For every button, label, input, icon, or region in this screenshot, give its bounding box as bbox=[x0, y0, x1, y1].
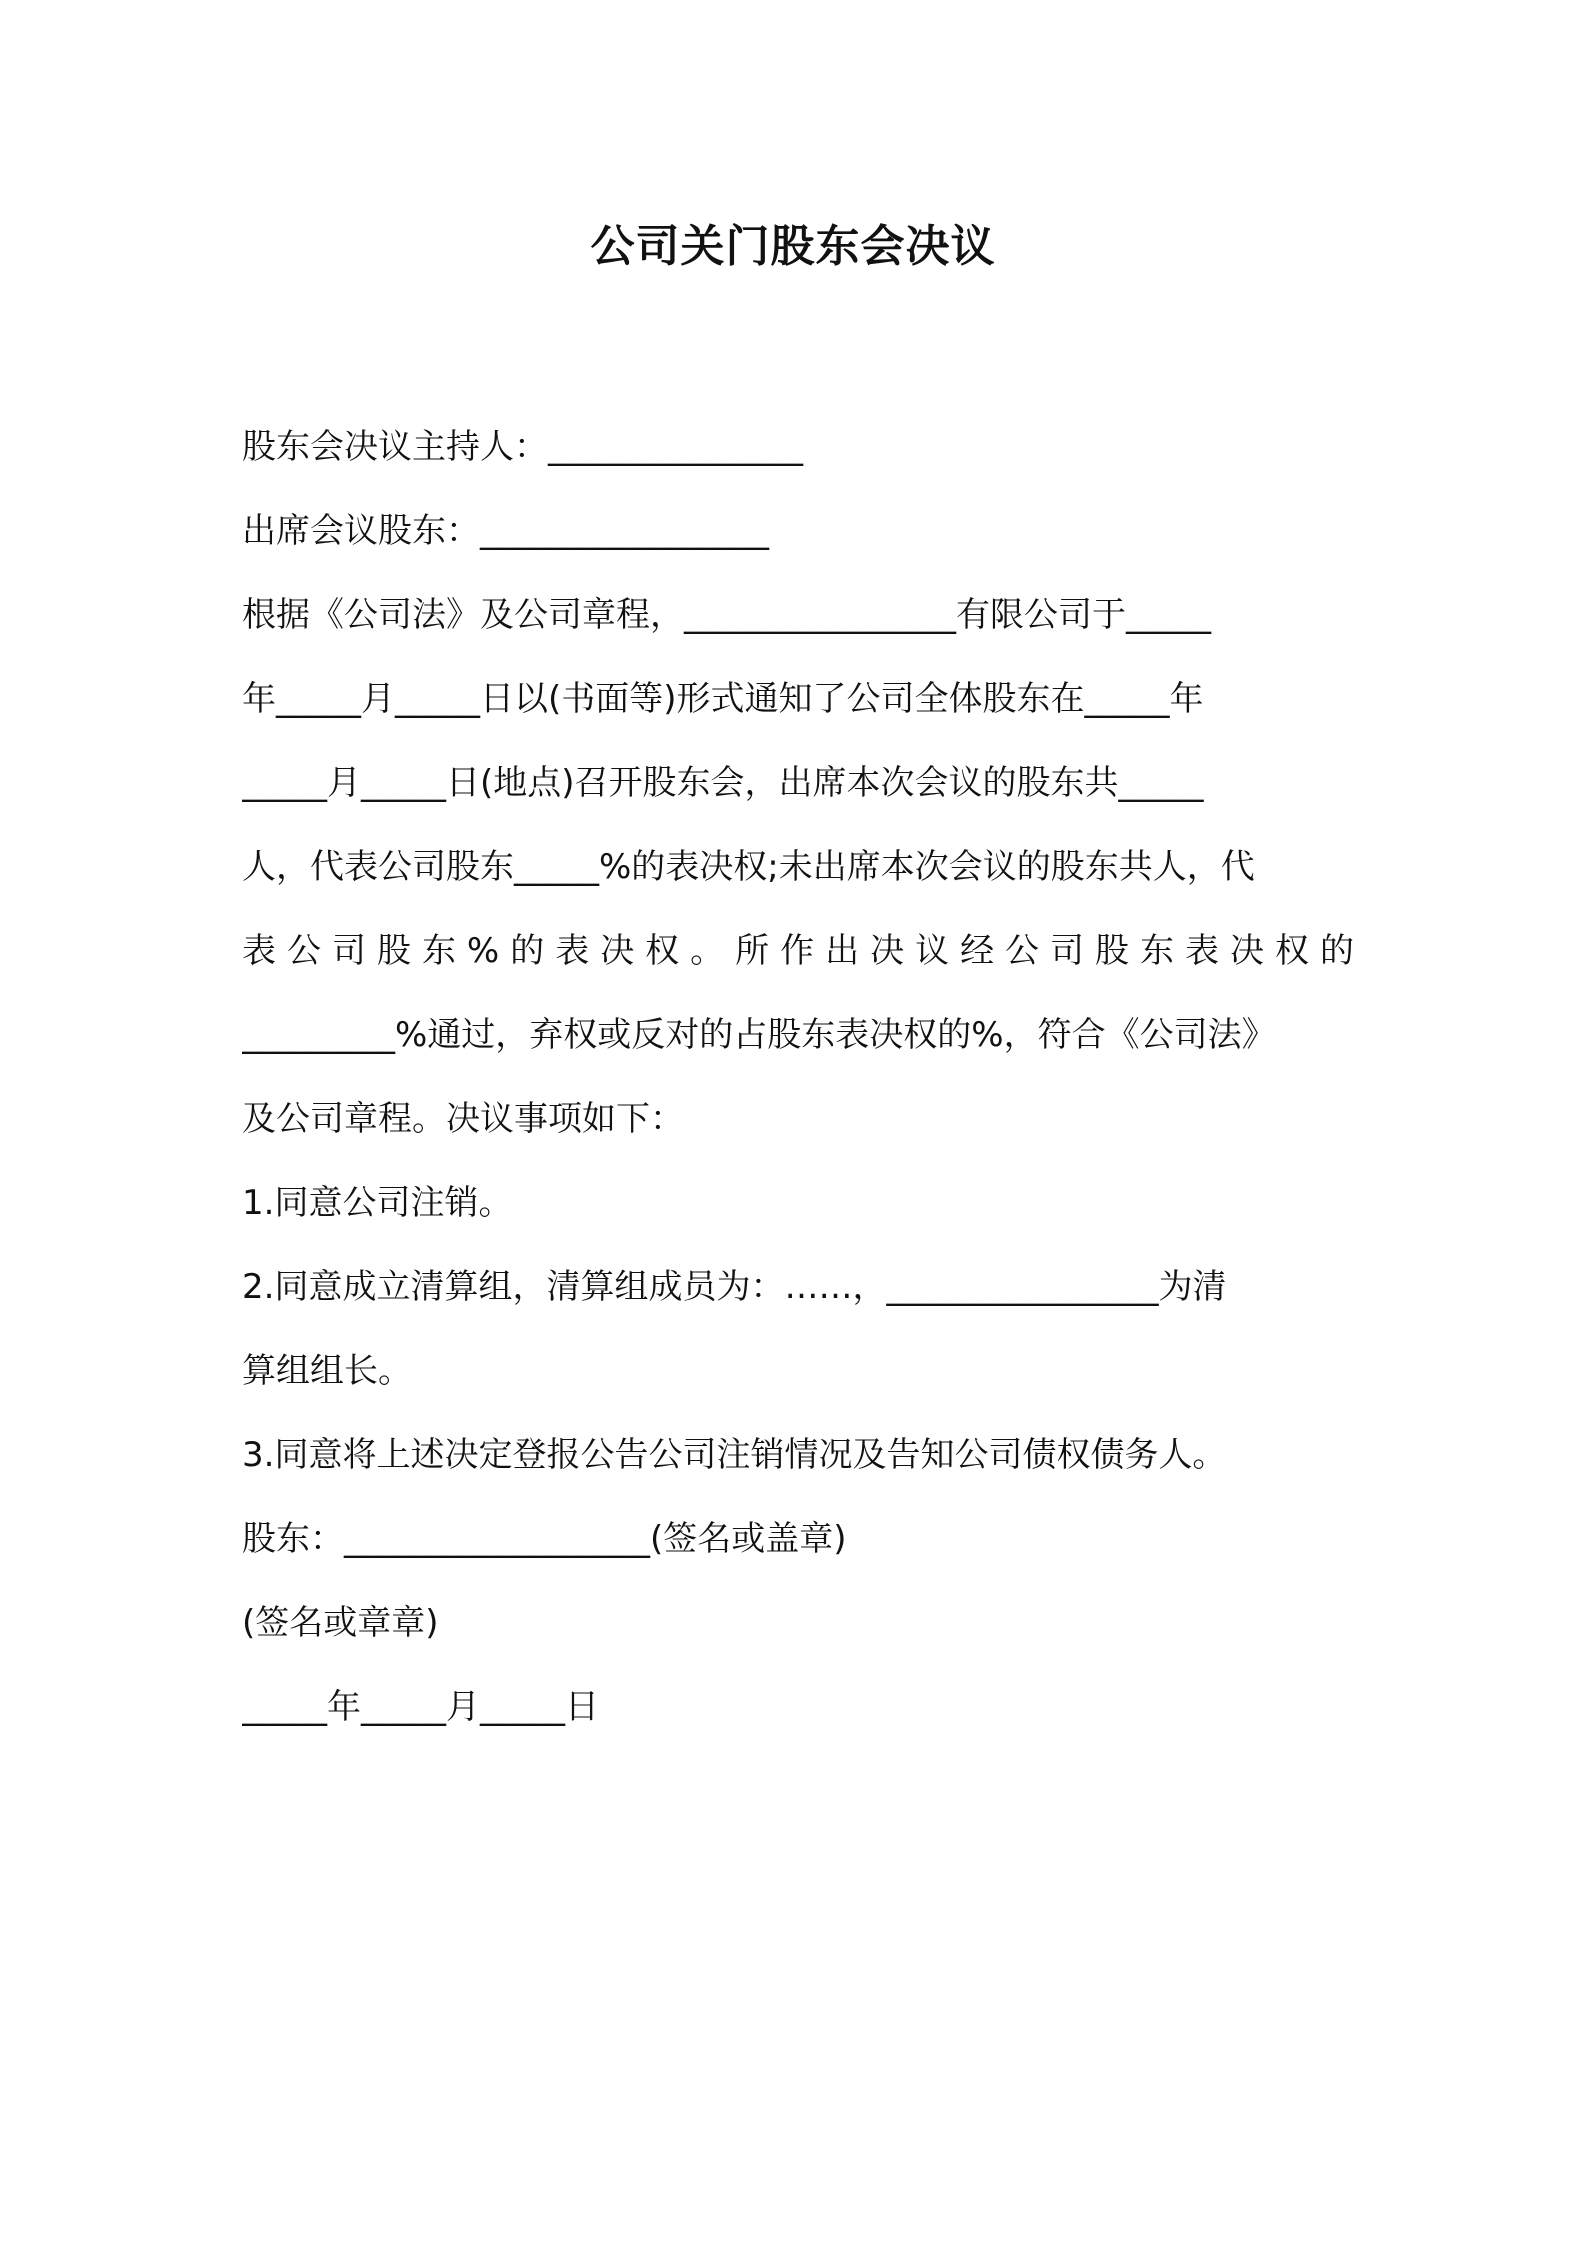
line-signature-note: (签名或章章) bbox=[242, 1603, 439, 1643]
justified-char: 公 bbox=[1005, 931, 1040, 971]
justified-char: 作 bbox=[780, 931, 815, 971]
justified-char: 决 bbox=[870, 931, 905, 971]
justified-char: 的 bbox=[510, 931, 545, 971]
justified-char: 东 bbox=[421, 931, 456, 971]
line-basis: 根据《公司法》及公司章程，________________有限公司于_____ bbox=[242, 595, 1211, 635]
justified-char: 公 bbox=[286, 931, 321, 971]
line-shareholder-signature: 股东：__________________(签名或盖章) bbox=[242, 1519, 847, 1559]
line-resolution-votes bbox=[242, 909, 1354, 993]
justified-char: 。 bbox=[690, 931, 725, 971]
line-attending-shareholders: 出席会议股东：_________________ bbox=[242, 511, 769, 551]
document-body bbox=[242, 405, 1354, 1749]
justified-char: 表 bbox=[1184, 931, 1219, 971]
justified-char: 司 bbox=[1050, 931, 1085, 971]
justified-char: 出 bbox=[825, 931, 860, 971]
justified-char: 的 bbox=[1319, 931, 1354, 971]
justified-char: 司 bbox=[331, 931, 366, 971]
line-item-3: 3.同意将上述决定登报公告公司注销情况及告知公司债权债务人。 bbox=[242, 1435, 1227, 1475]
justified-char: 权 bbox=[1274, 931, 1309, 971]
justified-char: % bbox=[466, 931, 500, 971]
line-item-1: 1.同意公司注销。 bbox=[242, 1183, 513, 1223]
justified-char: 表 bbox=[555, 931, 590, 971]
justified-char: 议 bbox=[915, 931, 950, 971]
justified-char: 股 bbox=[376, 931, 411, 971]
line-host: 股东会决议主持人：_______________ bbox=[242, 427, 803, 467]
document-title: 公司关门股东会决议 bbox=[590, 221, 996, 272]
justified-char: 决 bbox=[600, 931, 635, 971]
justified-char: 决 bbox=[1229, 931, 1264, 971]
justified-char: 东 bbox=[1140, 931, 1174, 971]
line-meeting-place: _____月_____日(地点)召开股东会，出席本次会议的股东共_____ bbox=[242, 763, 1204, 803]
justified-char: 经 bbox=[960, 931, 995, 971]
justified-char: 所 bbox=[735, 931, 770, 971]
line-matters-intro: 及公司章程。决议事项如下： bbox=[242, 1099, 684, 1139]
line-item-2: 2.同意成立清算组，清算组成员为：……，________________为清 bbox=[242, 1267, 1227, 1307]
line-notice-date: 年_____月_____日以(书面等)形式通知了公司全体股东在_____年 bbox=[242, 679, 1204, 719]
line-approval-rate: _________%通过，弃权或反对的占股东表决权的%，符合《公司法》 bbox=[242, 1015, 1276, 1055]
justified-char: 表 bbox=[242, 931, 276, 971]
justified-char: 权 bbox=[645, 931, 680, 971]
line-voting-rights: 人，代表公司股东_____%的表决权;未出席本次会议的股东共人，代 bbox=[242, 847, 1255, 887]
justified-char: 股 bbox=[1095, 931, 1130, 971]
line-date: _____年_____月_____日 bbox=[242, 1687, 599, 1727]
line-item-2-cont: 算组组长。 bbox=[242, 1351, 412, 1391]
